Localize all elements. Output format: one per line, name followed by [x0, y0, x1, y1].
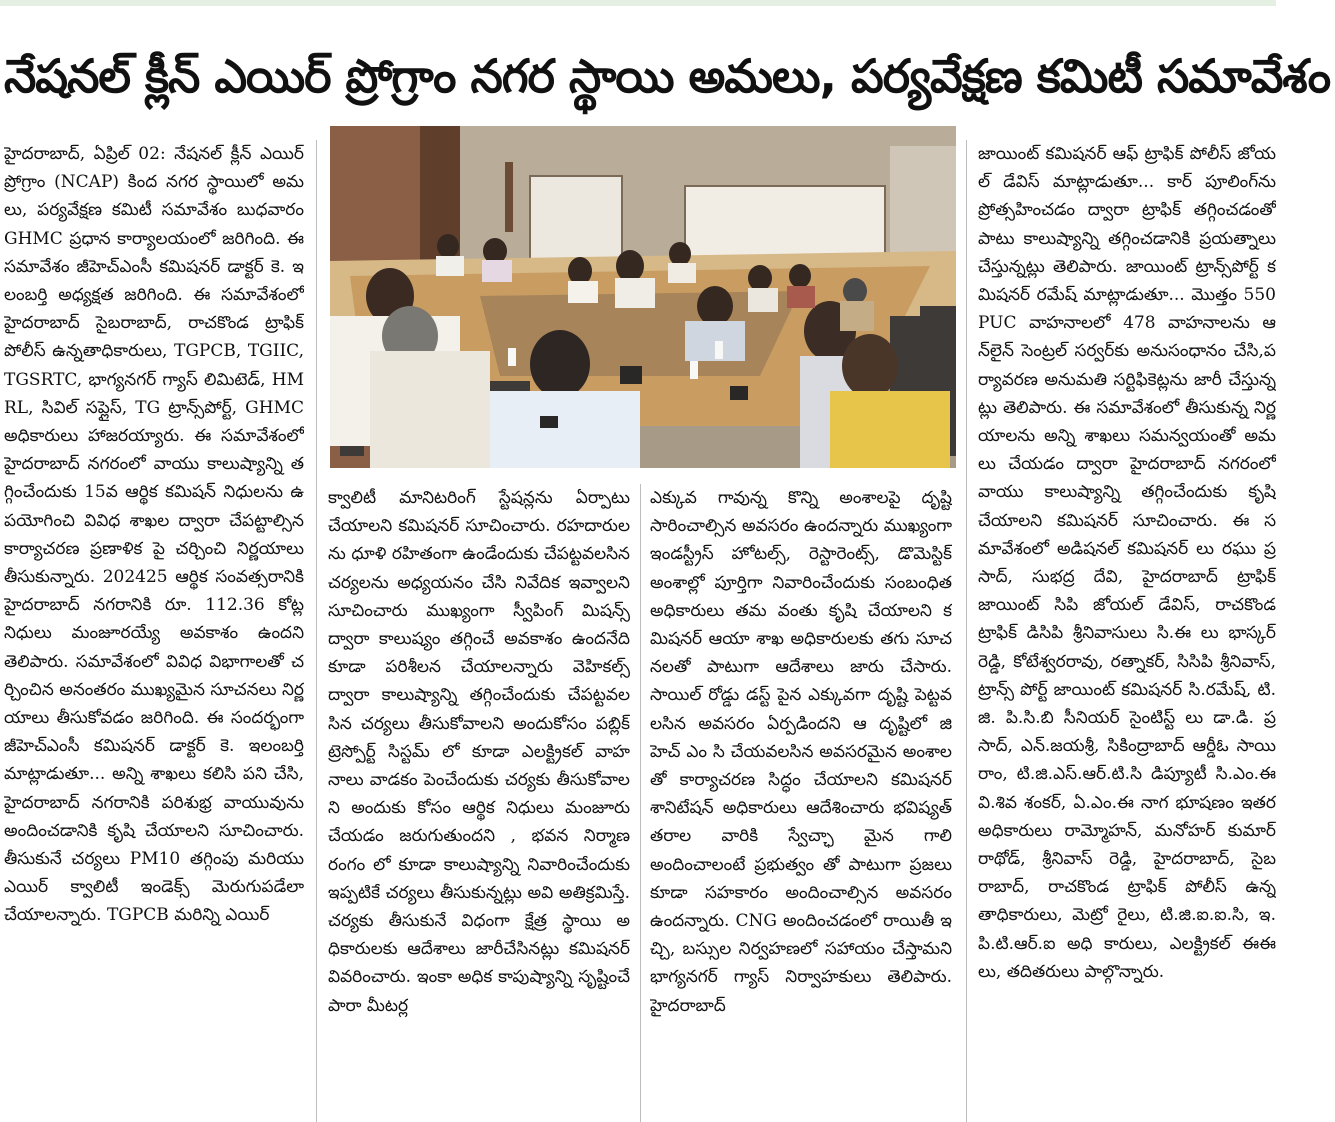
column-rule — [966, 140, 967, 1122]
article-column-1: హైదరాబాద్, ఏప్రిల్ 02: నేషనల్ క్లీన్ ఎయిర్ ప్రోగ్రాం (NCAP) కింద నగర స్థాయిలో అమలు, పర్యవేక్షణ కమిటీ సమావేశం బుధవారం GHMC ప్రధాన కార్యాలయంలో జరిగింది. ఈ సమావేశం జీహెచ్ఎంసీ కమిషనర్ డాక్టర్ కె. ఇలంబర్తి అధ్యక్షత జరిగింది. ఈ సమావేశంలో హైదరాబాద్ సైబరాబాద్, రాచకొండ ట్రాఫిక్ పోలీస్ ఉన్నతాధికారులు, TGPCB, TGIIC, TGSRTC, భాగ్యనగర్ గ్యాస్ లిమిటెడ్, HMRL, సివిల్ సప్లైస్, TG ట్రాన్స్‌పోర్ట్, GHMC అధికారులు హాజరయ్యారు. ఈ సమావేశంలో హైదరాబాద్ నగరంలో వాయు కాలుష్యాన్ని తగ్గించేందుకు 15వ ఆర్థిక కమిషన్ నిధులను ఉపయోగించి వివిధ శాఖల ద్వారా చేపట్టాల్సిన కార్యాచరణ ప్రణాళిక పై చర్చించి నిర్ణయాలు తీసుకున్నారు. 202425 ఆర్థిక సంవత్సరానికి హైదరాబాద్ నగరానికి రూ. 112.36 కోట్ల నిధులు మంజూరయ్యే అవకాశం ఉందని తెలిపారు. సమావేశంలో వివిధ విభాగాలతో చర్చించిన అనంతరం ముఖ్యమైన సూచనలు నిర్ణయాలు తీసుకోవడం జరిగింది. ఈ సందర్భంగా జీహెచ్ఎంసీ కమిషనర్ డాక్టర్ కె. ఇలంబర్తి మాట్లాడుతూ... అన్ని శాఖలు కలిసి పని చేసి, హైదరాబాద్ నగరానికి పరిశుభ్ర వాయువును అందించడానికి కృషి చేయాలని సూచించారు. తీసుకునే చర్యలు PM10 తగ్గింపు మరియు ఎయిర్ క్వాలిటీ ఇండెక్స్ మెరుగుపడేలా చేయాలన్నారు. TGPCB మరిన్ని ఎయిర్ — [4, 144, 304, 926]
meeting-photo — [330, 126, 956, 468]
column-rule — [640, 484, 641, 1122]
article-column-4: జాయింట్ కమిషనర్ ఆఫ్ ట్రాఫిక్ పోలీస్ జోయల్ డేవిస్ మాట్లాడుతూ... కార్ పూలింగ్‌ను ప్రోత్సహించడం ద్వారా ట్రాఫిక్ తగ్గించడంతో పాటు కాలుష్యాన్ని తగ్గించడానికి ప్రయత్నాలు చేస్తున్నట్లు తెలిపారు. జాయింట్ ట్రాన్స్‌పోర్ట్ కమిషనర్ రమేష్ మాట్లాడుతూ... మొత్తం 550 PUC వాహనాలలో 478 వాహనాలను ఆన్‌లైన్ సెంట్రల్ సర్వర్‌కు అనుసంధానం చేసి,పర్యావరణ అనుమతి సర్టిఫికెట్లను జారీ చేస్తున్నట్లు తెలిపారు. ఈ సమావేశంలో తీసుకున్న నిర్ణయాలను అన్ని శాఖలు సమన్వయంతో అమలు చేయడం ద్వారా హైదరాబాద్ నగరంలో వాయు కాలుష్యాన్ని తగ్గించేందుకు కృషి చేయాలని కమిషనర్ సూచించారు. ఈ సమావేశంలో అడిషనల్ కమిషనర్ లు రఘు ప్రసాద్, సుభద్ర దేవి, హైదరాబాద్ ట్రాఫిక్ జాయింట్ సిపి జోయల్ డేవిస్, రాచకొండ ట్రాఫిక్ డిసిపి శ్రీనివాసులు సి.ఈ లు భాస్కర్ రెడ్డి, కోటేశ్వరరావు, రత్నాకర్, సిసిపి శ్రీనివాస్, ట్రాన్స్ పోర్ట్ జాయింట్ కమిషనర్ సి.రమేష్, టి.జి. పి.సి.బి సీనియర్ సైంటిస్ట్ లు డా.డి. ప్రసాద్, ఎన్.జయశ్రీ, సికింద్రాబాద్ ఆర్డీఓ సాయి రాం, టి.జి.ఎస్.ఆర్.టి.సి డిప్యూటీ సి.ఎం.ఈ వి.శివ శంకర్, ఏ.ఎం.ఈ నాగ భూషణం ఇతర అధికారులు రామ్మోహన్, మనోహర్ కుమార్ రాథోడ్, శ్రీనివాస్ రెడ్డి, హైదరాబాద్, సైబరాబాద్, రాచకొండ ట్రాఫిక్ పోలీస్ ఉన్నతాధికారులు, మెట్రో రైలు, టి.జి.ఐ.ఐ.సి, ఇ.పి.టి.ఆర్.ఐ అధి కారులు, ఎలక్ట్రికల్ ఈఈ లు, తదితరులు పాల్గొన్నారు. — [978, 144, 1276, 982]
article-column-2: క్వాలిటీ మానిటరింగ్ స్టేషన్లను ఏర్పాటు చేయాలని కమిషనర్ సూచించారు. రహదారులను ధూళి రహితంగా ఉండేందుకు చేపట్టవలసిన చర్యలను అధ్యయనం చేసి నివేదిక ఇవ్వాలని సూచించారు ముఖ్యంగా స్వీపింగ్ మిషన్స్ ద్వారా కాలుష్యం తగ్గించే అవకాశం ఉందనేది కూడా పరిశీలన చేయాలన్నారు వెహికల్స్ ద్వారా కాలుష్యాన్ని తగ్గించేందుకు చేపట్టవలసిన చర్యలు తీసుకోవాలని అందుకోసం పబ్లిక్ ట్రెస్పోర్ట్ సిస్టమ్ లో కూడా ఎలక్ట్రికల్ వాహనాలు వాడకం పెంచేందుకు చర్యకు తీసుకోవాలని అందుకు కోసం ఆర్థిక నిధులు మంజూరు చేయడం జరుగుతుందని , భవన నిర్మాణ రంగం లో కూడా కాలుష్యాన్ని నివారించేందుకు ఇప్పటికే చర్యలు తీసుకున్నట్లు అవి అతిక్రమిస్తే. చర్యకు తీసుకునే విధంగా క్షేత్ర స్థాయి అధికారులకు ఆదేశాలు జారీచేసినట్లు కమిషనర్ వివరించారు. ఇంకా అధిక కాపుష్యాన్ని సృష్టించే పారా మీటర్ల — [328, 488, 630, 1016]
headline: నేషనల్ క్లీన్ ఎయిర్ ప్రోగ్రాం నగర స్థాయి అమలు, పర్యవేక్షణ కమిటీ సమావేశం — [4, 49, 1331, 103]
article-column-3: ఎక్కువ గావున్న కొన్ని అంశాలపై దృష్టి సారించాల్సిన అవసరం ఉందన్నారు ముఖ్యంగా ఇండస్ట్రీస్ హోటల్స్, రెస్టారెంట్స్, డొమెస్టిక్ అంశాల్లో పూర్తిగా నివారించేందుకు సంబంధిత అధికారులు తమ వంతు కృషి చేయాలని కమిషనర్ ఆయా శాఖ అధికారులకు తగు సూచనలతో పాటుగా ఆదేశాలు జారు చేసారు. సాయిల్ రోడ్డు డస్ట్ పైన ఎక్కువగా దృష్టి పెట్టవలసిన అవసరం ఏర్పడిందని ఆ దృష్టిలో జి హెచ్ ఎం సి చేయవలసిన అవసరమైన అంశాలతో కార్యాచరణ సిద్ధం చేయాలని కమిషనర్ శానిటేషన్ అధికారులు ఆదేశించారు భవిష్యత్ తరాల వారికి స్వేచ్ఛా మైన గాలి అందించాలంటే ప్రభుత్వం తో పాటుగా ప్రజలు కూడా సహకారం అందించాల్సిన అవసరం ఉందన్నారు. CNG అందించడంలో రాయితీ ఇచ్చి, బస్సుల నిర్వహణలో సహాయం చేస్తామని భాగ్యనగర్ గ్యాస్ నిర్వాహకులు తెలిపారు. హైదరాబాద్ — [650, 488, 952, 1016]
top-color-strip — [0, 0, 1276, 6]
column-rule — [316, 140, 317, 1122]
